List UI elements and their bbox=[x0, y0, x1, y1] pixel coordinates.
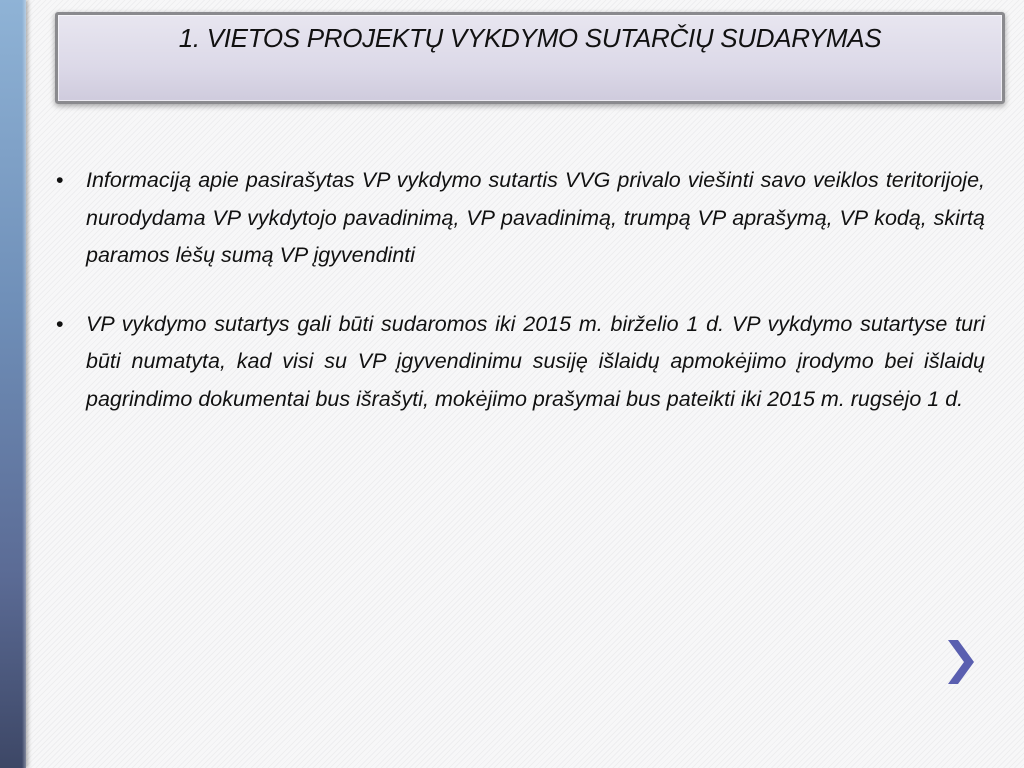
bullet-item-1 bbox=[50, 162, 985, 275]
left-decorative-bar bbox=[0, 0, 26, 768]
bullet-text-1: Informaciją apie pasirašytas VP vykdymo sutartis VVG privalo viešinti savo veiklos teritorijoje, nurodydama VP vykdytojo pavadinimą, VP pavadinimą, trumpą VP aprašymą, VP kodą, skirtą paramos lėšų sumą VP įgyvendinti bbox=[86, 168, 985, 267]
bullet-marker: • bbox=[56, 168, 64, 192]
bullet-item-2 bbox=[50, 306, 985, 419]
bullet-text-2: VP vykdymo sutartys gali būti sudaromos iki 2015 m. birželio 1 d. VP vykdymo sutartyse turi būti numatyta, kad visi su VP įgyvendinimu susiję išlaidų apmokėjimo įrodymo bei išlaidų pagrindimo dokumentai bus išrašyti, mokėjimo prašymai bus pateikti iki 2015 m. rugsėjo 1 d. bbox=[86, 311, 985, 411]
bullet-marker: • bbox=[56, 311, 64, 336]
slide-title: 1. VIETOS PROJEKTŲ VYKDYMO SUTARČIŲ SUDARYMAS bbox=[178, 23, 882, 53]
chevron-right-icon bbox=[940, 630, 980, 694]
slide-content bbox=[50, 162, 985, 449]
title-box bbox=[55, 12, 1005, 104]
next-slide-button[interactable] bbox=[940, 630, 980, 694]
